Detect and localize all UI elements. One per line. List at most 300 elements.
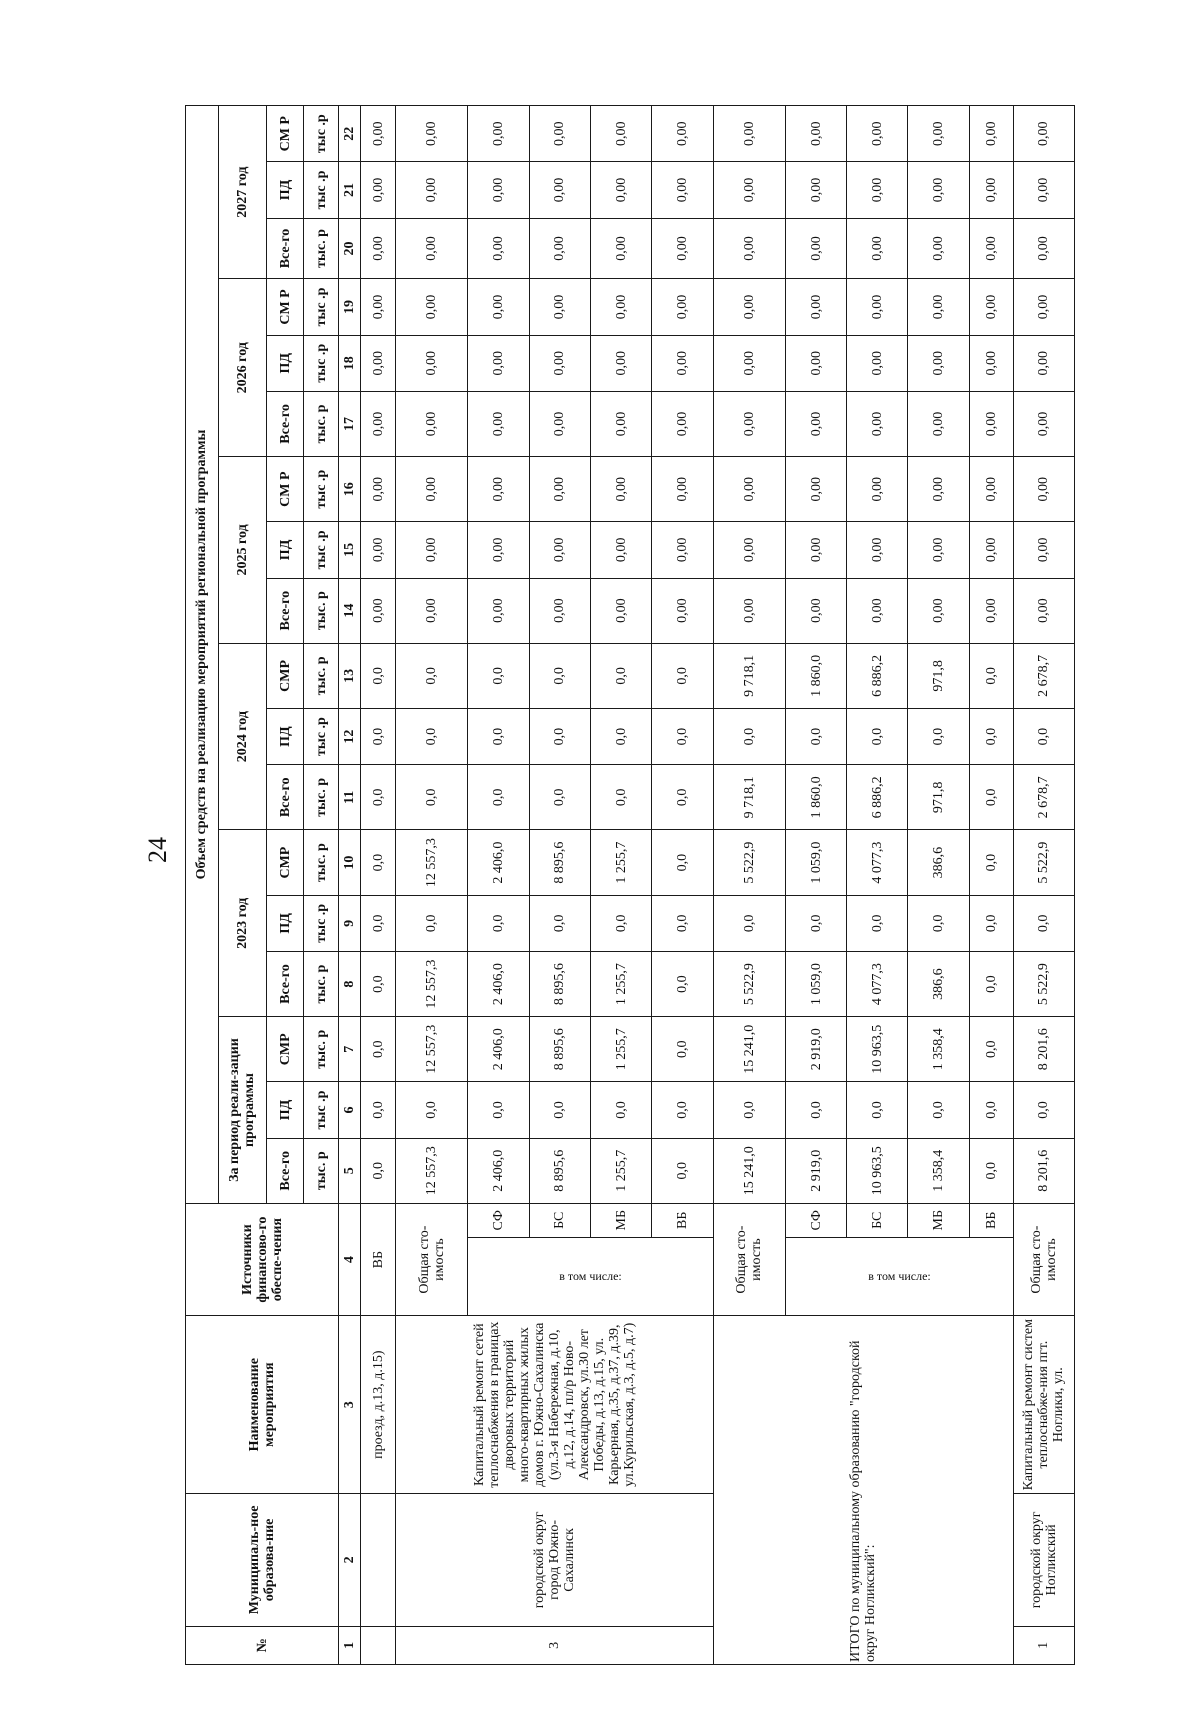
unit-cell: тыс .р [304,335,339,391]
sub-header: Все-го [267,578,304,643]
value-cell: 0,00 [713,106,785,162]
value-cell: 0,00 [713,578,785,643]
value-cell: 0,0 [529,765,590,830]
value-cell: 0,00 [591,457,652,522]
value-cell: 8 201,6 [1013,1138,1074,1203]
sub-header: ПД [267,895,304,951]
value-cell: 1 059,0 [785,951,846,1016]
value-cell: 0,00 [652,522,713,578]
source-cell: МБ [908,1203,969,1237]
col-number: 21 [339,162,361,218]
value-cell: 0,00 [396,335,468,391]
col-number: 20 [339,218,361,279]
value-cell: 0,00 [468,457,529,522]
value-cell: 0,00 [1013,162,1074,218]
value-cell: 0,00 [1013,391,1074,456]
value-cell: 2 919,0 [785,1138,846,1203]
value-cell: 0,00 [652,578,713,643]
source-cell: МБ [591,1203,652,1237]
col-number: 19 [339,279,361,335]
unit-cell: тыс .р [304,279,339,335]
value-cell: 0,00 [1013,106,1074,162]
col-number: 11 [339,765,361,830]
sub-header: СМР [267,643,304,708]
value-cell: 0,00 [908,335,969,391]
value-cell: 0,00 [529,335,590,391]
value-cell: 0,0 [361,830,396,895]
value-cell: 2 406,0 [468,830,529,895]
value-cell: 4 077,3 [847,951,908,1016]
value-cell: 0,00 [396,218,468,279]
value-cell: 2 919,0 [785,1017,846,1082]
value-cell: 0,00 [785,522,846,578]
value-cell: 1 358,4 [908,1017,969,1082]
value-cell: 12 557,3 [396,1017,468,1082]
value-cell: 0,00 [468,522,529,578]
unit-cell: тыс .р [304,895,339,951]
value-cell: 0,0 [652,951,713,1016]
value-cell: 1 255,7 [591,1138,652,1203]
value-cell: 8 895,6 [529,1017,590,1082]
value-cell: 0,00 [361,457,396,522]
value-cell: 0,0 [847,895,908,951]
value-cell: 0,0 [468,1082,529,1138]
unit-cell: тыс .р [304,162,339,218]
value-cell: 0,00 [529,279,590,335]
col-number: 14 [339,578,361,643]
value-cell: 0,00 [847,457,908,522]
col-number: 16 [339,457,361,522]
header-year-2025: 2025 год [218,457,266,644]
measure-cell: Капитальный ремонт сетей теплоснабжения в границах дворовых территорий много-квартирных жилых домов г. Южно-Сахалинска (ул.3-я Набережная, д.10, д.12, д.14, пл/р Ново-Александровск, ул.30 лет Победы, д.13, д.15, ул. Карьерная, д.35, д.37, д.39, ул.Курильская, д.3, д.5, д.7) [396,1316,713,1494]
value-cell: 0,00 [361,335,396,391]
measure-cell: Капитальный ремонт систем теплоснабже-ния пгт. Ноглики, ул. [1013,1316,1074,1494]
value-cell: 0,00 [785,457,846,522]
value-cell: 0,00 [591,522,652,578]
value-cell: 0,00 [591,162,652,218]
municipality-cell [361,1494,396,1627]
rotated-page [185,105,1075,1665]
col-number: 7 [339,1017,361,1082]
value-cell: 0,0 [591,643,652,708]
in-that-number-label: в том числе: [785,1237,1013,1316]
value-cell: 0,00 [785,335,846,391]
measure-cell: проезд, д.13, д.15) [361,1316,396,1494]
value-cell: 0,00 [969,522,1013,578]
value-cell: 2 678,7 [1013,643,1074,708]
value-cell: 0,0 [361,1138,396,1203]
source-cell: СФ [785,1203,846,1237]
value-cell: 0,0 [361,643,396,708]
value-cell: 0,00 [361,391,396,456]
value-cell: 386,6 [908,951,969,1016]
value-cell: 0,00 [1013,457,1074,522]
value-cell: 0,0 [1013,895,1074,951]
value-cell: 0,00 [785,279,846,335]
value-cell: 8 895,6 [529,1138,590,1203]
value-cell: 0,00 [652,335,713,391]
value-cell: 0,0 [969,1017,1013,1082]
sub-header: ПД [267,522,304,578]
sub-header: СМ Р [267,106,304,162]
value-cell: 0,00 [908,391,969,456]
table-row [713,106,785,1665]
value-cell: 0,0 [969,643,1013,708]
value-cell: 0,00 [713,162,785,218]
sub-header: Все-го [267,1138,304,1203]
column-numbers-row [339,106,361,1665]
financing-table [185,105,1075,1665]
value-cell: 0,00 [969,279,1013,335]
value-cell: 0,00 [1013,522,1074,578]
value-cell: 9 718,1 [713,643,785,708]
source-cell: ВБ [969,1203,1013,1237]
value-cell: 0,00 [361,279,396,335]
value-cell: 0,0 [468,765,529,830]
value-cell: 0,00 [969,391,1013,456]
col-number: 1 [339,1626,361,1664]
value-cell: 0,0 [396,1082,468,1138]
value-cell: 2 406,0 [468,951,529,1016]
value-cell: 0,0 [847,1082,908,1138]
col-number: 4 [339,1203,361,1315]
unit-cell: тыс. р [304,218,339,279]
value-cell: 1 358,4 [908,1138,969,1203]
value-cell: 0,0 [713,1082,785,1138]
header-source: Источники финансово-го обеспе-чения [186,1203,339,1315]
unit-cell: тыс .р [304,106,339,162]
header-year-2023: 2023 год [218,830,266,1017]
value-cell: 0,00 [785,391,846,456]
value-cell: 0,00 [468,391,529,456]
value-cell: 0,00 [529,457,590,522]
sub-header: ПД [267,709,304,765]
value-cell: 6 886,2 [847,765,908,830]
value-cell: 0,00 [529,218,590,279]
value-cell: 0,00 [1013,335,1074,391]
value-cell: 0,0 [652,1017,713,1082]
source-cell: Общая сто-имость [396,1203,468,1315]
value-cell: 6 886,2 [847,643,908,708]
value-cell: 0,00 [1013,578,1074,643]
col-number: 5 [339,1138,361,1203]
value-cell: 0,00 [969,578,1013,643]
value-cell: 0,00 [396,106,468,162]
value-cell: 0,0 [785,1082,846,1138]
value-cell: 4 077,3 [847,830,908,895]
table-row [361,106,396,1665]
value-cell: 0,0 [908,1082,969,1138]
value-cell: 8 895,6 [529,830,590,895]
unit-cell: тыс .р [304,522,339,578]
unit-cell: тыс. р [304,643,339,708]
value-cell: 0,0 [652,643,713,708]
header-period: За период реали-зации программы [218,1017,266,1204]
value-cell: 386,6 [908,830,969,895]
table-row [396,106,468,1665]
value-cell: 0,0 [396,709,468,765]
value-cell: 0,0 [396,895,468,951]
value-cell: 0,00 [396,457,468,522]
value-cell: 0,00 [361,522,396,578]
col-number: 12 [339,709,361,765]
value-cell: 0,00 [713,218,785,279]
value-cell: 0,0 [591,895,652,951]
value-cell: 0,00 [468,106,529,162]
col-number: 17 [339,391,361,456]
value-cell: 0,0 [396,765,468,830]
value-cell: 0,00 [785,162,846,218]
value-cell: 0,0 [529,1082,590,1138]
unit-cell: тыс. р [304,391,339,456]
col-number: 22 [339,106,361,162]
col-number: 3 [339,1316,361,1494]
value-cell: 0,0 [529,709,590,765]
value-cell: 2 406,0 [468,1138,529,1203]
value-cell: 1 059,0 [785,830,846,895]
value-cell: 0,00 [969,218,1013,279]
value-cell: 0,0 [969,830,1013,895]
value-cell: 0,00 [908,106,969,162]
sub-header: ПД [267,162,304,218]
source-cell: Общая сто-имость [1013,1203,1074,1315]
value-cell: 0,00 [908,279,969,335]
col-number: 8 [339,951,361,1016]
header-measure: Наименование мероприятия [186,1316,339,1494]
value-cell: 0,0 [785,895,846,951]
unit-cell: тыс. р [304,1138,339,1203]
value-cell: 0,00 [908,522,969,578]
source-cell: БС [847,1203,908,1237]
value-cell: 0,00 [396,391,468,456]
value-cell: 0,00 [468,162,529,218]
value-cell: 0,0 [652,1082,713,1138]
col-number: 18 [339,335,361,391]
value-cell: 0,0 [591,1082,652,1138]
value-cell: 0,0 [908,895,969,951]
sub-header: СМР [267,1017,304,1082]
sub-header: Все-го [267,391,304,456]
value-cell: 0,00 [529,162,590,218]
col-number: 15 [339,522,361,578]
value-cell: 1 255,7 [591,951,652,1016]
value-cell: 2 678,7 [1013,765,1074,830]
col-number: 13 [339,643,361,708]
municipality-cell: городской округ Ногликский [1013,1494,1074,1627]
value-cell: 0,0 [713,895,785,951]
unit-cell: тыс. р [304,578,339,643]
value-cell: 0,00 [969,106,1013,162]
value-cell: 8 201,6 [1013,1017,1074,1082]
value-cell: 0,0 [969,1138,1013,1203]
value-cell: 0,00 [785,106,846,162]
value-cell: 0,00 [652,106,713,162]
value-cell: 0,0 [969,1082,1013,1138]
value-cell: 0,00 [529,106,590,162]
value-cell: 0,0 [468,709,529,765]
value-cell: 0,00 [847,279,908,335]
value-cell: 0,0 [969,765,1013,830]
value-cell: 0,00 [847,162,908,218]
unit-cell: тыс .р [304,457,339,522]
unit-cell: тыс. р [304,951,339,1016]
value-cell: 0,0 [908,709,969,765]
total-label: ИТОГО по муниципальному образованию "городской округ Ногликский": [713,1316,1013,1665]
value-cell: 0,00 [969,162,1013,218]
col-number: 6 [339,1082,361,1138]
value-cell: 9 718,1 [713,765,785,830]
page-number: 24 [143,837,172,863]
value-cell: 0,00 [468,279,529,335]
value-cell: 1 860,0 [785,765,846,830]
header-no: № [186,1626,339,1664]
value-cell: 0,00 [908,218,969,279]
unit-cell: тыс. р [304,765,339,830]
header-row-1 [186,106,219,1665]
value-cell: 8 895,6 [529,951,590,1016]
value-cell: 5 522,9 [1013,951,1074,1016]
value-cell: 0,00 [969,457,1013,522]
row-no-cell [361,1626,396,1664]
sub-header: ПД [267,335,304,391]
source-cell: Общая сто-имость [713,1203,785,1315]
value-cell: 12 557,3 [396,830,468,895]
value-cell: 0,00 [785,218,846,279]
value-cell: 0,0 [468,643,529,708]
value-cell: 971,8 [908,765,969,830]
value-cell: 10 963,5 [847,1017,908,1082]
value-cell: 0,00 [1013,279,1074,335]
value-cell: 0,0 [361,1017,396,1082]
value-cell: 0,00 [652,279,713,335]
value-cell: 0,00 [1013,218,1074,279]
unit-cell: тыс. р [304,830,339,895]
in-that-number-label: в том числе: [468,1237,713,1316]
value-cell: 2 406,0 [468,1017,529,1082]
header-year-2026: 2026 год [218,279,266,457]
value-cell: 0,00 [713,391,785,456]
unit-cell: тыс. р [304,1017,339,1082]
unit-cell: тыс .р [304,1082,339,1138]
value-cell: 0,00 [847,218,908,279]
value-cell: 0,0 [591,765,652,830]
table-row [1013,106,1074,1665]
value-cell: 0,00 [529,578,590,643]
value-cell: 0,0 [361,951,396,1016]
value-cell: 0,00 [591,106,652,162]
source-cell: СФ [468,1203,529,1237]
value-cell: 0,0 [785,709,846,765]
value-cell: 0,00 [468,578,529,643]
value-cell: 0,0 [969,709,1013,765]
value-cell: 0,00 [396,578,468,643]
value-cell: 0,00 [847,522,908,578]
value-cell: 0,00 [591,391,652,456]
value-cell: 971,8 [908,643,969,708]
value-cell: 1 255,7 [591,1017,652,1082]
value-cell: 0,00 [969,335,1013,391]
row-no-cell: 1 [1013,1626,1074,1664]
value-cell: 0,0 [652,895,713,951]
value-cell: 0,00 [591,578,652,643]
value-cell: 0,00 [652,391,713,456]
value-cell: 0,00 [847,335,908,391]
source-cell: ВБ [652,1203,713,1237]
value-cell: 15 241,0 [713,1138,785,1203]
unit-cell: тыс .р [304,709,339,765]
sub-header: СМ Р [267,457,304,522]
sub-header: Все-го [267,765,304,830]
header-year-2027: 2027 год [218,106,266,279]
value-cell: 0,00 [591,218,652,279]
value-cell: 0,0 [1013,1082,1074,1138]
value-cell: 0,00 [468,335,529,391]
value-cell: 0,0 [591,709,652,765]
col-number: 10 [339,830,361,895]
row-no-cell: 3 [396,1626,713,1664]
value-cell: 5 522,9 [713,951,785,1016]
value-cell: 0,0 [361,1082,396,1138]
value-cell: 0,0 [652,709,713,765]
value-cell: 0,00 [713,279,785,335]
value-cell: 0,0 [969,951,1013,1016]
header-year-2024: 2024 год [218,643,266,830]
value-cell: 0,00 [396,162,468,218]
value-cell: 0,00 [468,218,529,279]
col-number: 9 [339,895,361,951]
value-cell: 0,00 [361,162,396,218]
value-cell: 0,00 [396,522,468,578]
value-cell: 0,0 [468,895,529,951]
value-cell: 0,00 [652,218,713,279]
header-volume: Объем средств на реализацию мероприятий региональной программы [186,106,219,1204]
value-cell: 0,0 [1013,709,1074,765]
value-cell: 0,00 [847,106,908,162]
value-cell: 1 860,0 [785,643,846,708]
sub-header: СМ Р [267,279,304,335]
value-cell: 0,0 [529,643,590,708]
value-cell: 0,00 [652,457,713,522]
value-cell: 0,0 [361,709,396,765]
value-cell: 0,0 [652,765,713,830]
value-cell: 0,0 [396,643,468,708]
municipality-cell: городской округ город Южно-Сахалинск [396,1494,713,1627]
value-cell: 0,00 [361,578,396,643]
value-cell: 0,00 [908,457,969,522]
value-cell: 0,00 [361,106,396,162]
value-cell: 0,00 [396,279,468,335]
value-cell: 0,0 [969,895,1013,951]
source-cell: ВБ [361,1203,396,1315]
value-cell: 0,00 [529,391,590,456]
sub-header: ПД [267,1082,304,1138]
value-cell: 5 522,9 [1013,830,1074,895]
value-cell: 0,0 [529,895,590,951]
value-cell: 0,0 [847,709,908,765]
value-cell: 0,00 [591,335,652,391]
value-cell: 0,00 [908,162,969,218]
value-cell: 12 557,3 [396,951,468,1016]
value-cell: 0,00 [652,162,713,218]
value-cell: 0,00 [908,578,969,643]
value-cell: 0,00 [591,279,652,335]
value-cell: 10 963,5 [847,1138,908,1203]
value-cell: 0,00 [361,218,396,279]
value-cell: 0,00 [713,457,785,522]
col-number: 2 [339,1494,361,1627]
value-cell: 0,0 [361,895,396,951]
sub-header: Все-го [267,951,304,1016]
